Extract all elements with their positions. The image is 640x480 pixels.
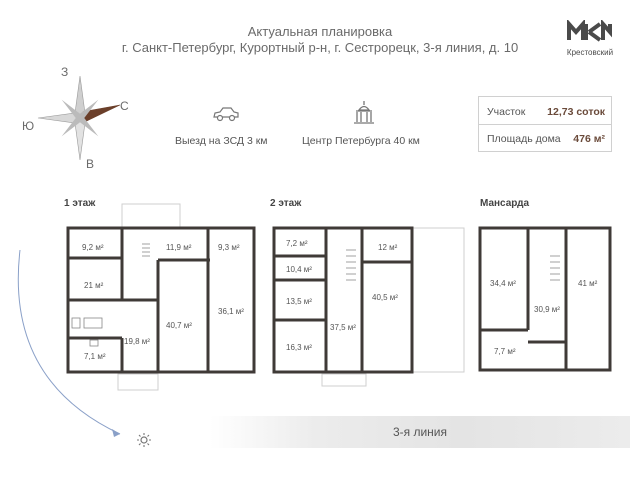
street-name: 3-я линия xyxy=(392,425,448,439)
compass-west: З xyxy=(61,65,69,79)
compass-east: В xyxy=(86,157,95,171)
compass-south: Ю xyxy=(22,119,35,133)
room-3-3: 30,9 м² xyxy=(534,305,560,314)
floor-label-1: 1 этаж xyxy=(64,198,96,209)
feature-center: Центр Петербурга 40 км xyxy=(302,135,420,147)
room-2-4: 13,5 м² xyxy=(286,297,312,306)
room-3-4: 7,7 м² xyxy=(494,347,516,356)
logo-brand: Крестовский xyxy=(566,48,614,57)
compass-north: С xyxy=(120,99,129,113)
room-2-7: 16,3 м² xyxy=(286,343,312,352)
room-3-1: 34,4 м² xyxy=(490,279,516,288)
room-2-2: 12 м² xyxy=(378,243,398,252)
room-2-6: 37,5 м² xyxy=(330,323,356,332)
room-1-1: 9,2 м² xyxy=(82,243,104,252)
room-2-5: 40,5 м² xyxy=(372,293,398,302)
room-3-2: 41 м² xyxy=(578,279,598,288)
room-2-1: 7,2 м² xyxy=(286,239,308,248)
area-label: Площадь дома xyxy=(487,133,561,145)
room-2-3: 10,4 м² xyxy=(286,265,312,274)
plot-label: Участок xyxy=(487,106,526,118)
floor-label-attic: Мансарда xyxy=(480,198,530,209)
address: г. Санкт-Петербург, Курортный р-н, г. Сестрорецк, 3-я линия, д. 10 xyxy=(121,40,519,55)
floor-label-2: 2 этаж xyxy=(270,198,302,209)
room-1-8: 7,1 м² xyxy=(84,352,106,361)
room-1-3: 9,3 м² xyxy=(218,243,240,252)
plot-value: 12,73 соток xyxy=(547,106,605,118)
room-1-5: 36,1 м² xyxy=(218,307,244,316)
feature-highway: Выезд на ЗСД 3 км xyxy=(175,135,268,147)
room-1-6: 40,7 м² xyxy=(166,321,192,330)
room-1-2: 11,9 м² xyxy=(166,243,192,252)
room-1-4: 21 м² xyxy=(84,281,104,290)
street-bar xyxy=(210,416,630,448)
room-1-7: 19,8 м² xyxy=(124,337,150,346)
page-title: Актуальная планировка xyxy=(247,24,393,39)
area-value: 476 м² xyxy=(573,133,605,145)
